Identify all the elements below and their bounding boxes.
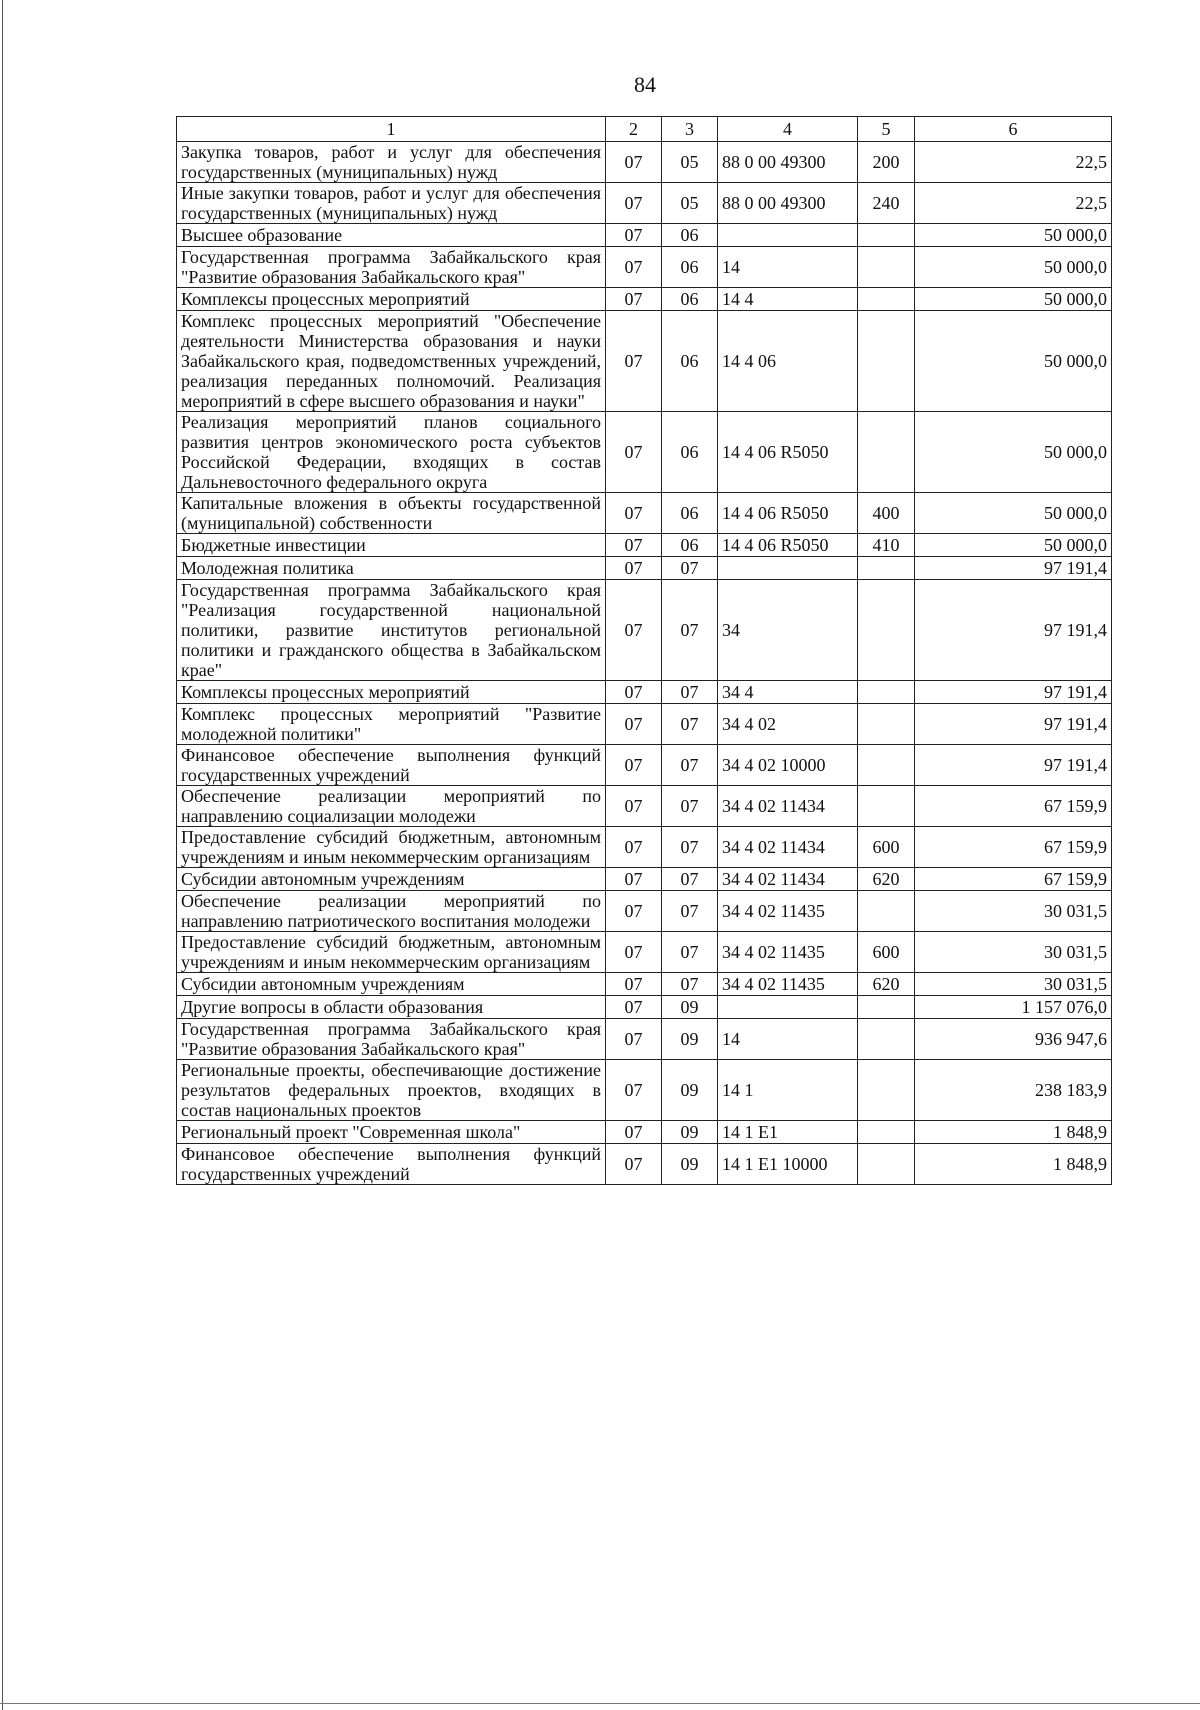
row-subsection: 06 [662,288,718,311]
row-amount: 22,5 [915,183,1112,224]
row-target-article: 14 1 E1 [718,1121,858,1144]
row-target-article: 34 4 02 11435 [718,891,858,932]
row-section: 07 [606,247,662,288]
row-subsection: 07 [662,745,718,786]
row-amount: 67 159,9 [915,786,1112,827]
row-section: 07 [606,1060,662,1121]
row-subsection: 07 [662,868,718,891]
row-section: 07 [606,996,662,1019]
row-expense-type [858,704,915,745]
row-expense-type [858,247,915,288]
budget-table [176,116,1112,1185]
row-name: Региональные проекты, обеспечивающие достижение результатов федеральных проектов, входящих в состав национальных проектов [177,1060,606,1121]
row-name: Высшее образование [177,224,606,247]
row-subsection: 07 [662,973,718,996]
row-subsection: 09 [662,1060,718,1121]
row-amount: 30 031,5 [915,932,1112,973]
row-name: Иные закупки товаров, работ и услуг для обеспечения государственных (муниципальных) нужд [177,183,606,224]
header-col-4: 4 [718,117,858,142]
table-row [177,580,1112,681]
row-section: 07 [606,704,662,745]
row-amount: 97 191,4 [915,704,1112,745]
table-row [177,786,1112,827]
row-expense-type [858,288,915,311]
row-expense-type [858,1144,915,1185]
table-row [177,1121,1112,1144]
row-subsection: 09 [662,1121,718,1144]
row-target-article: 14 1 [718,1060,858,1121]
table-row [177,1144,1112,1185]
row-target-article: 14 4 [718,288,858,311]
row-name: Государственная программа Забайкальского края "Развитие образования Забайкальского края" [177,1019,606,1060]
row-expense-type [858,224,915,247]
row-amount: 50 000,0 [915,247,1112,288]
row-name: Обеспечение реализации мероприятий по направлению патриотического воспитания молодежи [177,891,606,932]
row-expense-type [858,1060,915,1121]
row-target-article: 88 0 00 49300 [718,142,858,183]
row-section: 07 [606,868,662,891]
row-expense-type: 410 [858,534,915,557]
row-section: 07 [606,745,662,786]
row-amount: 1 848,9 [915,1144,1112,1185]
table-row [177,704,1112,745]
row-expense-type [858,557,915,580]
row-amount: 936 947,6 [915,1019,1112,1060]
row-expense-type [858,1121,915,1144]
table-row [177,183,1112,224]
table-row [177,288,1112,311]
scan-edge-bottom [0,1703,1200,1704]
row-section: 07 [606,311,662,412]
table-row [177,247,1112,288]
table-row [177,681,1112,704]
row-name: Государственная программа Забайкальского края "Развитие образования Забайкальского края" [177,247,606,288]
row-target-article: 34 4 02 [718,704,858,745]
row-subsection: 09 [662,996,718,1019]
table-row [177,827,1112,868]
row-expense-type: 600 [858,827,915,868]
row-section: 07 [606,681,662,704]
row-section: 07 [606,557,662,580]
row-name: Субсидии автономным учреждениям [177,973,606,996]
row-name: Финансовое обеспечение выполнения функций государственных учреждений [177,745,606,786]
row-name: Капитальные вложения в объекты государственной (муниципальной) собственности [177,493,606,534]
row-subsection: 06 [662,534,718,557]
row-target-article: 34 4 [718,681,858,704]
row-name: Обеспечение реализации мероприятий по направлению социализации молодежи [177,786,606,827]
row-subsection: 07 [662,891,718,932]
row-target-article [718,557,858,580]
row-target-article: 14 4 06 R5050 [718,412,858,493]
row-subsection: 06 [662,311,718,412]
row-name: Субсидии автономным учреждениям [177,868,606,891]
row-amount: 50 000,0 [915,412,1112,493]
table-row [177,996,1112,1019]
row-subsection: 07 [662,681,718,704]
header-col-3: 3 [662,117,718,142]
row-subsection: 07 [662,580,718,681]
row-section: 07 [606,534,662,557]
row-name: Региональный проект "Современная школа" [177,1121,606,1144]
row-amount: 50 000,0 [915,534,1112,557]
row-target-article: 14 4 06 R5050 [718,493,858,534]
row-subsection: 06 [662,224,718,247]
row-target-article: 88 0 00 49300 [718,183,858,224]
table-row [177,493,1112,534]
row-name: Предоставление субсидий бюджетным, автономным учреждениям и иным некоммерческим организациям [177,827,606,868]
row-expense-type: 200 [858,142,915,183]
row-expense-type [858,681,915,704]
row-section: 07 [606,224,662,247]
row-amount: 50 000,0 [915,311,1112,412]
header-col-6: 6 [915,117,1112,142]
row-name: Комплекс процессных мероприятий "Обеспечение деятельности Министерства образования и науки Забайкальского края, подведомственных учреждений, реализация переданных полномочий. Реализация мероприятий в сфере высшего образования и науки" [177,311,606,412]
row-expense-type [858,412,915,493]
row-name: Государственная программа Забайкальского края "Реализация государственной национальной политики, развитие институтов региональной политики и гражданского общества в Забайкальском крае" [177,580,606,681]
row-section: 07 [606,786,662,827]
row-subsection: 06 [662,493,718,534]
row-expense-type: 240 [858,183,915,224]
row-target-article: 14 4 06 [718,311,858,412]
row-expense-type: 600 [858,932,915,973]
table-row [177,311,1112,412]
row-expense-type [858,786,915,827]
header-col-5: 5 [858,117,915,142]
header-row [177,117,1112,142]
row-name: Бюджетные инвестиции [177,534,606,557]
row-target-article: 34 4 02 10000 [718,745,858,786]
scan-edge-left [2,0,3,1710]
table-row [177,973,1112,996]
table-row [177,891,1112,932]
row-section: 07 [606,412,662,493]
row-amount: 238 183,9 [915,1060,1112,1121]
row-section: 07 [606,580,662,681]
row-expense-type [858,580,915,681]
row-section: 07 [606,183,662,224]
table-row [177,557,1112,580]
row-target-article: 34 4 02 11435 [718,932,858,973]
table-row [177,932,1112,973]
row-target-article [718,996,858,1019]
row-target-article: 14 [718,247,858,288]
row-target-article: 34 4 02 11434 [718,868,858,891]
row-name: Финансовое обеспечение выполнения функций государственных учреждений [177,1144,606,1185]
header-col-1: 1 [177,117,606,142]
row-amount: 67 159,9 [915,827,1112,868]
row-target-article: 14 [718,1019,858,1060]
row-name: Другие вопросы в области образования [177,996,606,1019]
row-subsection: 06 [662,247,718,288]
row-target-article: 14 1 E1 10000 [718,1144,858,1185]
row-amount: 50 000,0 [915,288,1112,311]
row-amount: 22,5 [915,142,1112,183]
row-amount: 50 000,0 [915,493,1112,534]
row-amount: 1 157 076,0 [915,996,1112,1019]
row-expense-type: 620 [858,973,915,996]
row-subsection: 07 [662,557,718,580]
row-expense-type [858,891,915,932]
row-target-article: 14 4 06 R5050 [718,534,858,557]
table-row [177,224,1112,247]
row-amount: 97 191,4 [915,557,1112,580]
row-amount: 97 191,4 [915,580,1112,681]
row-subsection: 07 [662,932,718,973]
row-subsection: 09 [662,1019,718,1060]
row-section: 07 [606,891,662,932]
row-subsection: 09 [662,1144,718,1185]
row-section: 07 [606,1019,662,1060]
row-section: 07 [606,142,662,183]
table-row [177,534,1112,557]
row-subsection: 06 [662,412,718,493]
row-section: 07 [606,288,662,311]
row-name: Комплекс процессных мероприятий "Развитие молодежной политики" [177,704,606,745]
row-subsection: 07 [662,786,718,827]
row-target-article: 34 [718,580,858,681]
row-name: Молодежная политика [177,557,606,580]
table-body [177,142,1112,1185]
row-target-article: 34 4 02 11435 [718,973,858,996]
row-expense-type [858,311,915,412]
row-amount: 30 031,5 [915,891,1112,932]
row-section: 07 [606,1144,662,1185]
row-name: Комплексы процессных мероприятий [177,288,606,311]
table-row [177,1060,1112,1121]
table-row [177,745,1112,786]
row-amount: 97 191,4 [915,681,1112,704]
row-section: 07 [606,973,662,996]
row-subsection: 05 [662,142,718,183]
row-subsection: 07 [662,827,718,868]
row-amount: 1 848,9 [915,1121,1112,1144]
row-section: 07 [606,827,662,868]
row-amount: 97 191,4 [915,745,1112,786]
row-name: Реализация мероприятий планов социального развития центров экономического роста субъектов Российской Федерации, входящих в состав Дальневосточного федерального округа [177,412,606,493]
row-subsection: 07 [662,704,718,745]
row-amount: 30 031,5 [915,973,1112,996]
row-target-article [718,224,858,247]
row-section: 07 [606,1121,662,1144]
row-expense-type: 620 [858,868,915,891]
row-name: Предоставление субсидий бюджетным, автономным учреждениям и иным некоммерческим организациям [177,932,606,973]
row-target-article: 34 4 02 11434 [718,827,858,868]
row-amount: 67 159,9 [915,868,1112,891]
row-section: 07 [606,932,662,973]
table-row [177,142,1112,183]
table-row [177,412,1112,493]
page-number: 84 [634,72,656,97]
row-section: 07 [606,493,662,534]
row-amount: 50 000,0 [915,224,1112,247]
row-expense-type: 400 [858,493,915,534]
row-subsection: 05 [662,183,718,224]
row-expense-type [858,745,915,786]
header-col-2: 2 [606,117,662,142]
row-target-article: 34 4 02 11434 [718,786,858,827]
table-row [177,868,1112,891]
row-name: Комплексы процессных мероприятий [177,681,606,704]
table-row [177,1019,1112,1060]
row-name: Закупка товаров, работ и услуг для обеспечения государственных (муниципальных) нужд [177,142,606,183]
row-expense-type [858,1019,915,1060]
row-expense-type [858,996,915,1019]
